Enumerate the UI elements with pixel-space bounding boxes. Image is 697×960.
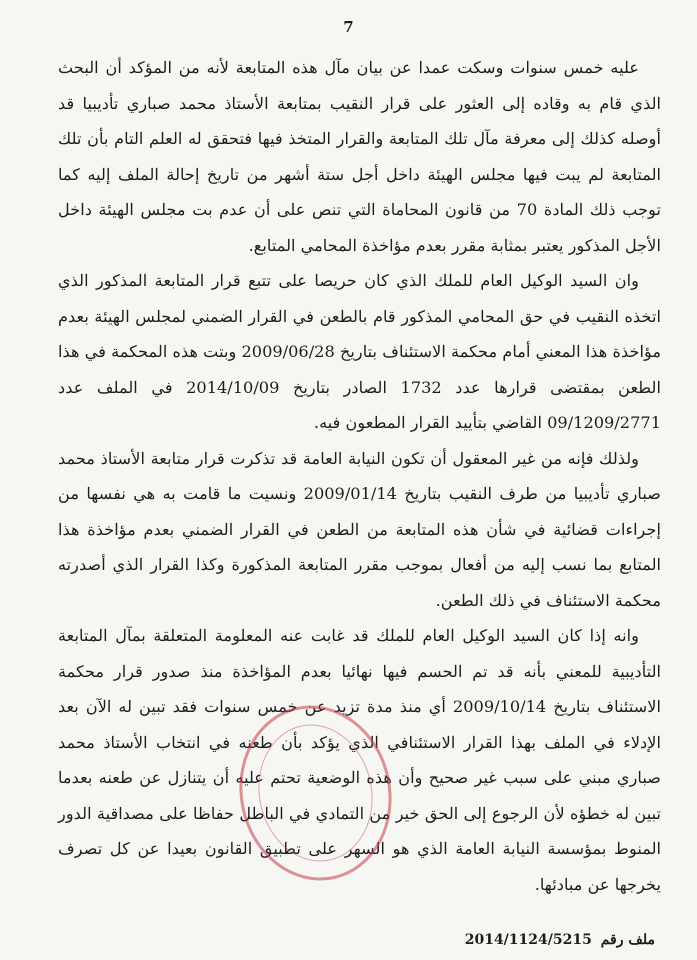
file-number — [461, 932, 655, 948]
file-number-value: 2014/1124/5215 — [464, 932, 592, 948]
paragraph-1: عليه خمس سنوات وسكت عمدا عن بيان مآل هذه المتابعة لأنه من المؤكد أن البحث الذي قام به وقاده إلى العثور على قرار النقيب بمتابعة الأستاذ محمد صباري تأديبيا قد أوصله كذلك إلى معرفة مآل تلك المتابعة والقرار المتخذ فيها فتحقق له العلم التام بأن تلك المتابعة لم يبت فيها مجلس الهيئة داخل أجل ستة أشهر من تاريخ إحالة الملف إليه كما توجب ذلك المادة 70 من قانون المحاماة التي تنص على أن عدم بت مجلس الهيئة داخل الأجل المذكور يعتبر بمثابة مقرر بعدم مؤاخذة المحامي المتابع. — [58, 58, 661, 255]
paragraph-4: وانه إذا كان السيد الوكيل العام للملك قد غابت عنه المعلومة المتعلقة بمآل المتابعة التأديبية للمعني بأنه قد تم الحسم فيها نهائيا بعدم المؤاخذة منذ صدور قرار محكمة الاستئناف بتاريخ 2009/10/14 أي منذ مدة تزيد عن خمس سنوات فقد تبين له الآن بعد الإدلاء في الملف بهذا القرار الاستئنافي الذي يؤكد بأن طعنه في انتخاب الأستاذ محمد صباري مبني على سبب غير صحيح وأن هذه الوضعية تحتم عليه أن يتنازل عن طعنه بعدما تبين له خطؤه لأن الرجوع إلى الحق خير من التمادي في الباطل حفاظا على مصداقية الدور المنوط بمؤسسة النيابة العامة الذي هو السهر على تطبيق القانون بعيدا عن كل تصرف يخرجها عن مبادئها. — [58, 626, 661, 894]
page-number: 7 — [343, 18, 354, 36]
paragraph-3: ولذلك فإنه من غير المعقول أن تكون النيابة العامة قد تذكرت قرار متابعة الأستاذ محمد صباري تأديبيا من طرف النقيب بتاريخ 2009/01/14 ونسيت ما قامت به هي نفسها من إجراءات قضائية في شأن هذه المتابعة من الطعن في القرار الضمني بعدم مؤاخذة هذا المتابع بما نسب إليه من أفعال بموجب مقرر المتابعة المذكورة وكذا القرار الذي أصدرته محكمة الاستئناف في ذلك الطعن. — [58, 448, 661, 610]
paragraph-2: وان السيد الوكيل العام للملك الذي كان حريصا على تتبع قرار المتابعة المذكور الذي اتخذه النقيب في حق المحامي المذكور قام بالطعن في القرار الضمني لمجلس الهيئة بعدم مؤاخذة هذا المعني أمام محكمة الاستئناف بتاريخ 2009/06/28 وبتت هذه المحكمة في هذا الطعن بمقتضى قرارها عدد 1732 الصادر بتاريخ 2014/10/09 في الملف عدد 09/1209/2771 القاضي بتأييد القرار المطعون فيه. — [58, 271, 661, 432]
file-number-label: ملف رقم — [600, 932, 655, 948]
stamp-inner-ring — [246, 714, 385, 872]
